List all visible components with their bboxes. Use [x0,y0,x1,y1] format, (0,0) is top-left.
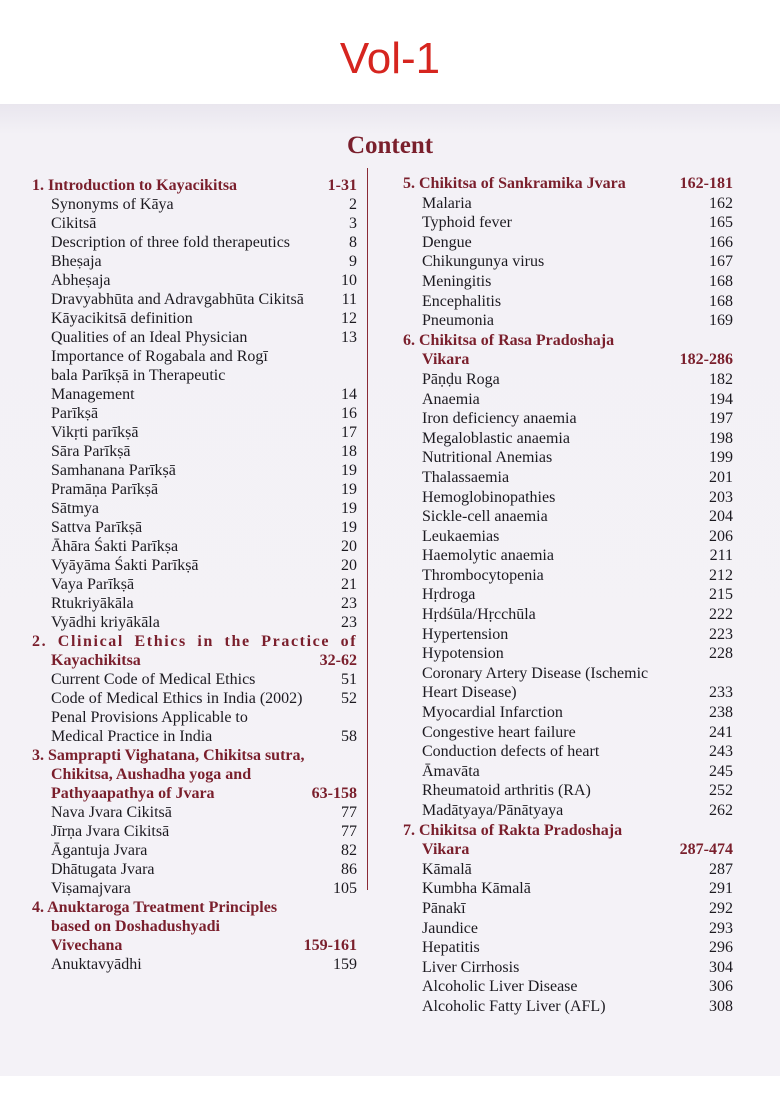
toc-entry[interactable] [32,537,357,556]
toc-entry[interactable] [403,664,733,684]
entry-page: 223 [709,625,733,643]
entry-page: 203 [709,488,733,506]
entry-title: Chikungunya virus [422,253,545,271]
entry-title: bala Parīkṣā in Therapeutic [51,367,226,384]
toc-entry[interactable] [32,518,357,537]
entry-page: 308 [709,997,733,1015]
entry-title: Parīkṣā [51,405,99,422]
toc-entry[interactable] [403,566,733,586]
entry-title: Pāṇḍu Roga [422,370,500,388]
entry-title: Anuktavyādhi [51,956,142,973]
entry-title: Meningitis [422,272,492,290]
volume-label: Vol-1 [339,34,441,83]
entry-page: 19 [341,462,357,479]
entry-page: 199 [709,449,733,467]
toc-entry[interactable] [403,585,733,605]
section-page-range: 162-181 [679,175,733,192]
entry-title: Alcoholic Fatty Liver (AFL) [422,997,606,1015]
entry-title: Thalassaemia [422,468,510,486]
toc-entry[interactable] [403,958,733,978]
toc-entry[interactable] [403,292,733,312]
toc-entry[interactable] [32,803,357,822]
toc-entry[interactable] [403,977,733,997]
entry-title: Dengue [422,233,472,251]
entry-page: 204 [709,508,733,526]
toc-entry[interactable] [32,879,357,898]
entry-page: 166 [709,233,733,251]
entry-title: Code of Medical Ethics in India (2002) [51,690,303,707]
entry-title: Alcoholic Liver Disease [422,978,578,996]
entry-page: 58 [341,728,357,745]
entry-title: Madātyaya/Pānātyaya [422,802,564,819]
section-title: 7. Chikitsa of Rakta Pradoshaja [403,821,623,839]
entry-page: 82 [341,842,357,859]
section-page-range: 159-161 [303,937,357,954]
entry-title: Encephalitis [422,292,502,310]
entry-page: 168 [709,272,733,290]
toc-entry[interactable] [32,708,357,727]
entry-title: Viṣamajvara [51,880,131,897]
toc-entry[interactable] [403,742,733,762]
entry-title: Anaemia [422,390,480,408]
toc-entry[interactable] [32,841,357,860]
section-title: Vivechana [51,937,123,954]
entry-page: 159 [333,956,357,973]
entry-page: 233 [709,684,733,702]
section-page-range: 182-286 [679,351,733,369]
toc-entry[interactable] [403,938,733,958]
entry-title: Conduction defects of heart [422,743,600,761]
entry-page: 165 [709,214,733,232]
entry-page: 262 [709,802,733,819]
entry-page: 10 [341,272,357,289]
entry-page: 105 [333,880,357,897]
entry-page: 168 [709,292,733,310]
toc-entry[interactable] [403,546,733,566]
toc-entry[interactable] [32,271,357,290]
entry-page: 11 [341,291,357,308]
toc-entry[interactable] [32,499,357,518]
section-heading[interactable] [403,840,733,860]
entry-title: Hṛdroga [422,586,476,604]
section-page-range: 287-474 [679,841,733,859]
entry-title: Megaloblastic anaemia [422,429,570,447]
entry-page: 3 [349,215,357,232]
entry-page: 304 [709,958,733,976]
toc-entry[interactable] [32,328,357,347]
entry-title: Hemoglobinopathies [422,488,556,506]
toc-entry[interactable] [403,723,733,743]
entry-title: Abheṣaja [51,272,111,289]
entry-title: Thrombocytopenia [422,566,544,584]
entry-page: 8 [349,234,357,251]
toc-entry[interactable] [32,347,357,366]
toc-entry[interactable] [403,311,733,331]
entry-title: Current Code of Medical Ethics [51,671,256,688]
entry-page: 228 [709,645,733,663]
entry-title: Management [51,386,135,403]
entry-title: Hepatitis [422,939,480,957]
section-title: 5. Chikitsa of Sankramika Jvara [403,175,626,192]
toc-entry[interactable] [403,488,733,508]
entry-page: 291 [709,880,733,898]
entry-page: 296 [709,939,733,957]
entry-title: Coronary Artery Disease (Ischemic [422,664,649,682]
toc-entry[interactable] [32,556,357,575]
entry-page: 241 [709,723,733,741]
entry-page: 51 [341,671,357,688]
entry-page: 20 [341,557,357,574]
entry-title: Heart Disease) [422,684,517,702]
entry-page: 16 [341,405,357,422]
toc-entry[interactable] [32,385,357,404]
entry-title: Rheumatoid arthritis (RA) [422,782,591,800]
section-title: 4. Anuktaroga Treatment Principles [32,899,278,916]
entry-page: 19 [341,500,357,517]
section-heading[interactable] [32,176,357,195]
toc-entry[interactable] [32,423,357,442]
entry-title: Kāmalā [422,860,472,878]
entry-page: 169 [709,312,733,330]
entry-page: 19 [341,519,357,536]
entry-page: 292 [709,899,733,917]
section-heading[interactable] [32,898,357,917]
toc-entry[interactable] [403,683,733,703]
section-heading[interactable] [32,784,357,803]
section-page-range: 63-158 [311,785,357,802]
section-title: 3. Samprapti Vighatana, Chikitsa sutra, [32,747,305,764]
toc-entry[interactable] [403,899,733,919]
entry-title: Vaya Parīkṣā [51,576,135,593]
section-title: Chikitsa, Aushadha yoga and [51,766,252,783]
entry-title: Hypertension [422,625,509,643]
entry-title: Vyāyāma Śakti Parīkṣā [51,557,199,574]
entry-page: 23 [341,614,357,631]
entry-title: Sickle-cell anaemia [422,508,548,526]
entry-page: 252 [709,782,733,800]
toc-entry[interactable] [403,429,733,449]
entry-title: Nutritional Anemias [422,449,553,467]
section-heading[interactable] [32,917,357,936]
entry-page: 167 [709,253,733,271]
toc-entry[interactable] [403,605,733,625]
entry-page: 23 [341,595,357,612]
entry-title: Medical Practice in India [51,728,213,745]
toc-column-right [403,174,733,1017]
entry-page: 18 [341,443,357,460]
section-heading[interactable] [403,331,733,351]
entry-page: 13 [341,329,357,346]
toc-column-left [32,176,357,974]
entry-page: 201 [709,468,733,486]
toc-entry[interactable] [32,404,357,423]
toc-entry[interactable] [32,290,357,309]
entry-title: Iron deficiency anaemia [422,410,577,428]
toc-entry[interactable] [403,997,733,1017]
entry-title: Vikṛti parīkṣā [51,424,139,441]
section-heading[interactable] [32,746,357,765]
entry-title: Dravyabhūta and Adravgabhūta Cikitsā [51,291,304,308]
entry-title: Typhoid fever [422,214,512,232]
section-title: 1. Introduction to Kayacikitsa [32,177,238,194]
toc-entry[interactable] [32,689,357,708]
entry-page: 2 [349,196,357,213]
section-heading[interactable] [32,765,357,784]
toc-entry[interactable] [32,214,357,233]
toc-entry[interactable] [403,233,733,253]
toc-entry[interactable] [403,507,733,527]
toc-entry[interactable] [32,822,357,841]
section-title: Kayachikitsa [51,652,141,669]
toc-entry[interactable] [32,955,357,974]
entry-title: Congestive heart failure [422,723,576,741]
entry-page: 14 [341,386,357,403]
toc-entry[interactable] [32,366,357,385]
entry-page: 21 [341,576,357,593]
entry-title: Sāra Parīkṣā [51,443,131,460]
toc-entry[interactable] [403,860,733,880]
section-title: Vikara [422,841,470,859]
entry-title: Jīrṇa Jvara Cikitsā [51,823,170,840]
toc-entry[interactable] [32,442,357,461]
entry-page: 77 [341,823,357,840]
entry-title: Āgantuja Jvara [51,842,148,859]
entry-page: 194 [709,390,733,408]
toc-entry[interactable] [32,727,357,746]
entry-title: Hypotension [422,645,504,663]
toc-entry[interactable] [403,370,733,390]
entry-title: Kāyacikitsā definition [51,310,193,327]
entry-title: Vyādhi kriyākāla [51,614,160,631]
toc-entry[interactable] [32,233,357,252]
entry-title: Āhāra Śakti Parīkṣa [51,538,179,555]
section-title: based on Doshadushyadi [51,918,220,935]
toc-entry[interactable] [32,480,357,499]
toc-entry[interactable] [403,801,733,821]
section-heading[interactable] [403,821,733,841]
toc-entry[interactable] [403,468,733,488]
entry-title: Hṛdśūla/Hṛcchūla [422,606,536,624]
toc-entry[interactable] [32,860,357,879]
toc-entry[interactable] [403,448,733,468]
entry-title: Myocardial Infarction [422,704,563,722]
entry-page: 198 [709,429,733,447]
toc-entry[interactable] [403,703,733,723]
entry-title: Kumbha Kāmalā [422,880,531,898]
entry-page: 12 [341,310,357,327]
section-heading[interactable] [403,350,733,370]
entry-title: Nava Jvara Cikitsā [51,804,172,821]
entry-title: Āmavāta [422,762,480,780]
entry-page: 162 [709,194,733,212]
entry-title: Cikitsā [51,215,97,232]
entry-title: Samhanana Parīkṣā [51,462,176,479]
entry-title: Pramāṇa Parīkṣā [51,481,159,498]
toc-entry[interactable] [403,781,733,801]
entry-title: Haemolytic anaemia [422,547,554,565]
toc-entry[interactable] [403,213,733,233]
page-title: Content [346,132,434,159]
entry-title: Importance of Rogabala and Rogī [51,348,268,365]
entry-title: Pānakī [422,899,466,917]
entry-title: Pneumonia [422,312,494,330]
column-divider [367,168,368,890]
section-heading[interactable] [32,651,357,670]
entry-page: 52 [341,690,357,707]
toc-entry[interactable] [403,272,733,292]
entry-title: Jaundice [422,919,478,937]
toc-entry[interactable] [403,879,733,899]
section-title: 6. Chikitsa of Rasa Pradoshaja [403,331,615,349]
toc-entry[interactable] [403,919,733,939]
entry-title: Leukaemias [422,527,500,545]
entry-page: 197 [709,410,733,428]
section-heading[interactable] [32,632,357,651]
toc-entry[interactable] [32,461,357,480]
entry-page: 20 [341,538,357,555]
entry-page: 211 [709,547,733,565]
entry-page: 19 [341,481,357,498]
entry-page: 86 [341,861,357,878]
entry-page: 206 [709,527,733,545]
toc-entry[interactable] [32,575,357,594]
toc-entry[interactable] [32,309,357,328]
entry-page: 212 [709,566,733,584]
toc-entry[interactable] [403,527,733,547]
entry-page: 287 [709,860,733,878]
entry-page: 238 [709,704,733,722]
entry-page: 182 [709,370,733,388]
entry-page: 215 [709,586,733,604]
entry-title: Malaria [422,194,472,212]
entry-page: 306 [709,978,733,996]
section-title: Vikara [422,351,470,369]
toc-entry[interactable] [403,762,733,782]
section-heading[interactable] [403,174,733,194]
entry-title: Sattva Parīkṣā [51,519,143,536]
entry-page: 222 [709,606,733,624]
section-title: 2. Clinical Ethics in the Practice of [32,633,358,650]
toc-entry[interactable] [403,625,733,645]
entry-page: 293 [709,919,733,937]
entry-title: Sātmya [51,500,99,517]
entry-title: Bheṣaja [51,253,102,270]
toc-entry[interactable] [403,252,733,272]
toc-entry[interactable] [403,390,733,410]
entry-title: Penal Provisions Applicable to [51,709,248,726]
section-page-range: 1-31 [327,177,357,194]
entry-title: Liver Cirrhosis [422,958,520,976]
section-page-range: 32-62 [319,652,357,669]
entry-title: Rtukriyākāla [51,595,134,612]
toc-entry[interactable] [403,194,733,214]
section-heading[interactable] [32,936,357,955]
entry-title: Qualities of an Ideal Physician [51,329,248,346]
entry-page: 77 [341,804,357,821]
toc-entry[interactable] [32,195,357,214]
toc-entry[interactable] [32,252,357,271]
entry-title: Synonyms of Kāya [51,196,174,213]
toc-entry[interactable] [32,613,357,632]
toc-entry[interactable] [403,644,733,664]
entry-page: 243 [709,743,733,761]
toc-entry[interactable] [32,594,357,613]
entry-title: Description of three fold therapeutics [51,234,291,251]
toc-entry[interactable] [403,409,733,429]
entry-page: 9 [349,253,357,270]
entry-page: 17 [341,424,357,441]
section-title: Pathyaapathya of Jvara [51,785,215,802]
entry-title: Dhātugata Jvara [51,861,155,878]
entry-page: 245 [709,762,733,780]
toc-entry[interactable] [32,670,357,689]
